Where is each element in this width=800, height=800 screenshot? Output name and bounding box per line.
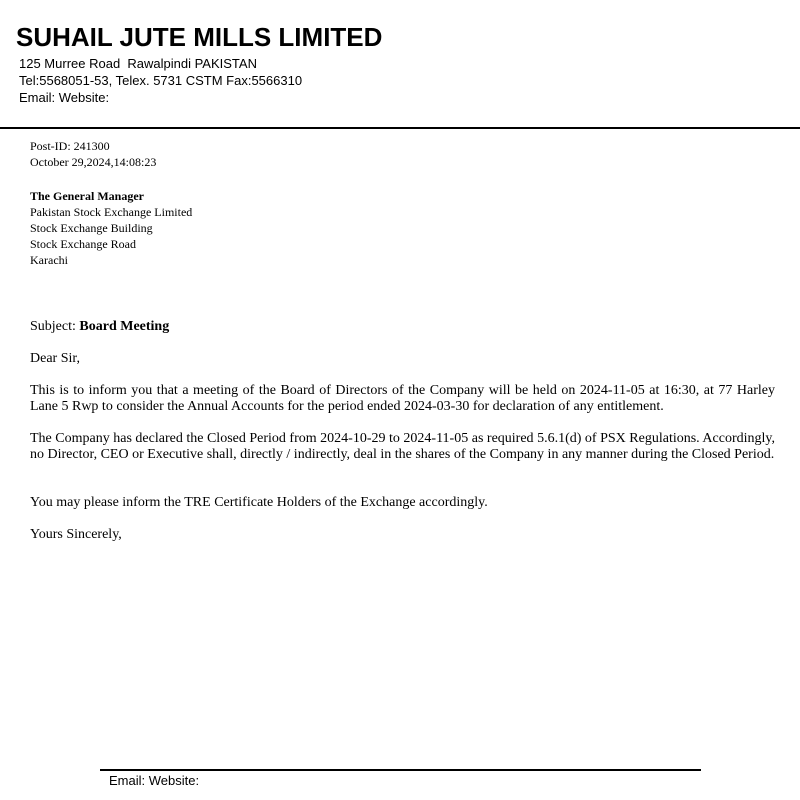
company-email-website: Email: Website: xyxy=(19,90,110,105)
paragraph-closed-period: The Company has declared the Closed Period from 2024-10-29 to 2024-11-05 as required 5.6.1(d) of PSX Regulations. Accordingly, no Director, CEO or Executive shall, directly / indirectly, deal in the shares of the Company in any manner during the Closed Period. xyxy=(30,431,775,462)
footer-divider xyxy=(100,769,701,771)
subject-line xyxy=(30,319,169,335)
letterhead xyxy=(0,0,800,129)
recipient-line-3: Stock Exchange Road xyxy=(30,237,136,251)
footer-email-website: Email: Website: xyxy=(109,773,200,788)
subject-label: Subject: xyxy=(30,319,76,334)
post-datetime: October 29,2024,14:08:23 xyxy=(30,155,157,169)
salutation: Dear Sir, xyxy=(30,351,80,366)
recipient-title: The General Manager xyxy=(30,189,144,203)
company-contact: Tel:5568051-53, Telex. 5731 CSTM Fax:5566310 xyxy=(19,73,303,88)
paragraph-meeting: This is to inform you that a meeting of the Board of Directors of the Company will be held on 2024-11-05 at 16:30, at 77 Harley Lane 5 Rwp to consider the Annual Accounts for the period ended 2024-03-30 for declaration of any entitlement. xyxy=(30,383,775,414)
subject-value: Board Meeting xyxy=(79,319,170,334)
post-id: Post-ID: 241300 xyxy=(30,139,110,153)
recipient-line-1: Pakistan Stock Exchange Limited xyxy=(30,205,193,219)
closing: Yours Sincerely, xyxy=(30,527,122,542)
recipient-city: Karachi xyxy=(30,253,68,267)
paragraph-inform: You may please inform the TRE Certificate Holders of the Exchange accordingly. xyxy=(30,495,488,510)
company-name: SUHAIL JUTE MILLS LIMITED xyxy=(16,22,383,52)
company-address: 125 Murree Road Rawalpindi PAKISTAN xyxy=(19,56,257,71)
recipient-line-2: Stock Exchange Building xyxy=(30,221,153,235)
